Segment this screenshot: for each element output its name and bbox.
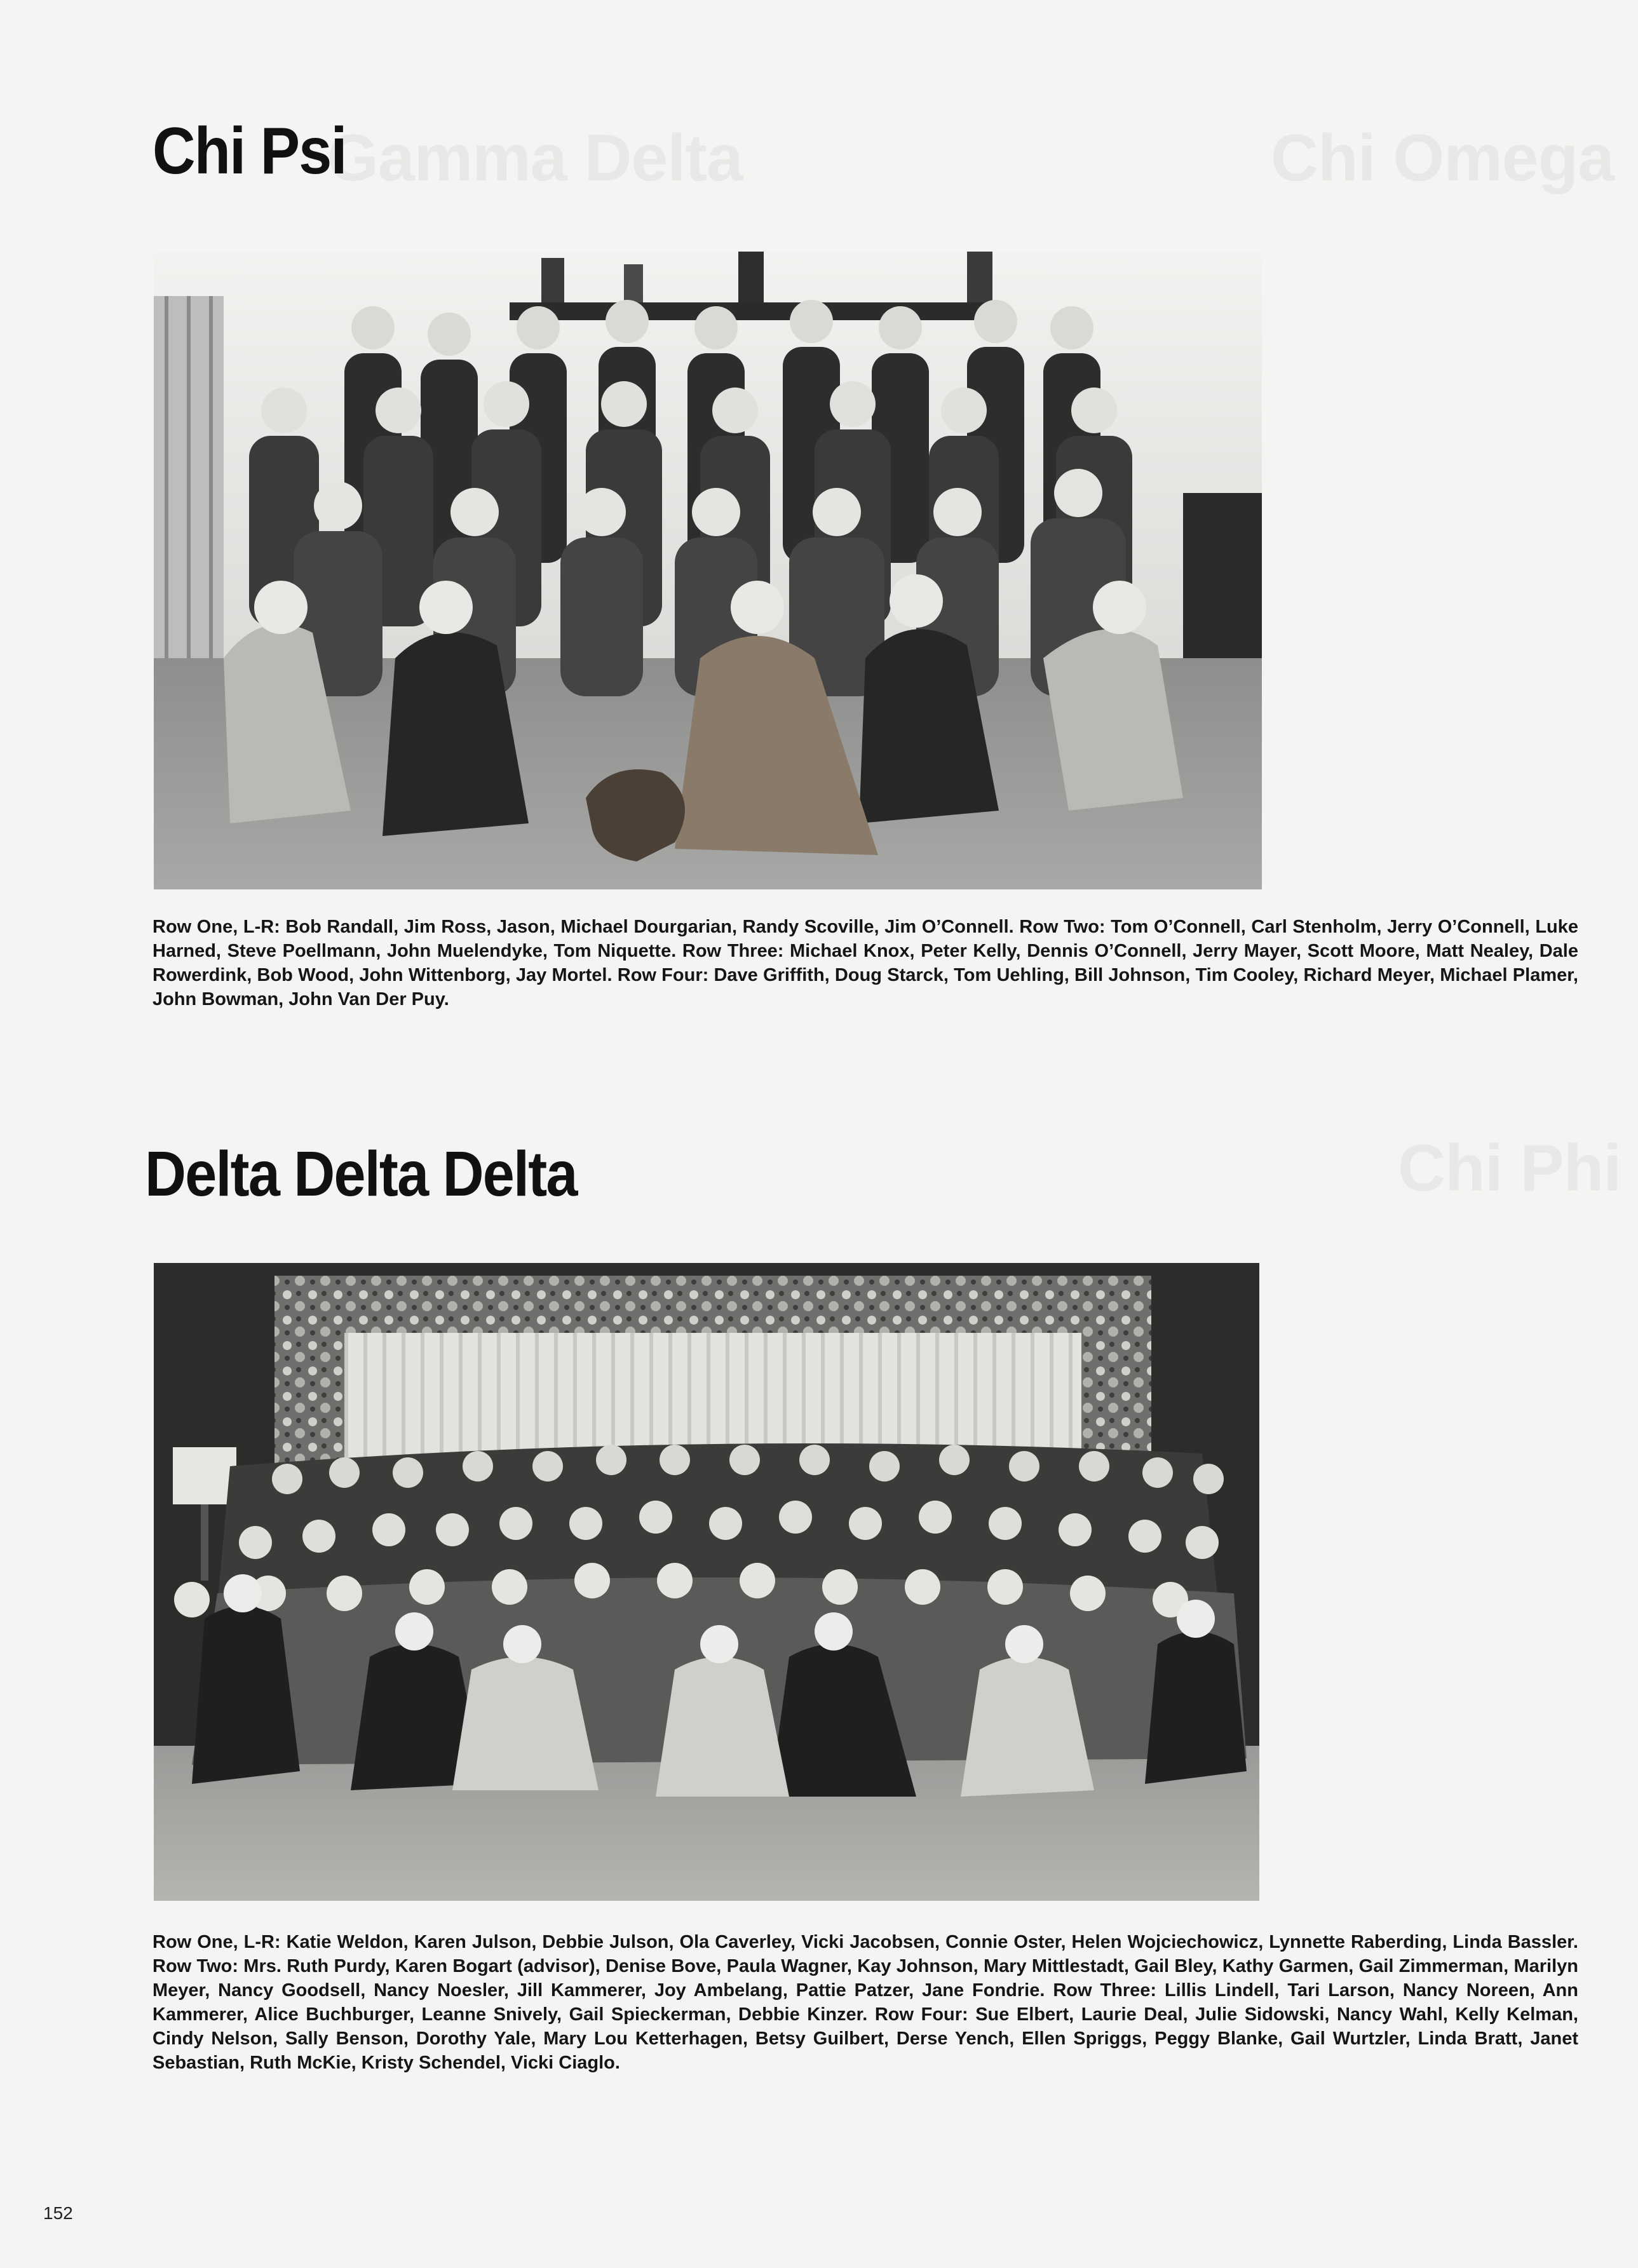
show-through-heading-chi-phi: Chi Phi: [1398, 1131, 1621, 1205]
chi-psi-group-photo: [154, 252, 1262, 889]
section-title-chi-psi: Chi Psi: [152, 114, 346, 188]
section-title-delta-delta-delta: Delta Delta Delta: [145, 1138, 577, 1210]
show-through-heading-chi-omega: Chi Omega: [1271, 121, 1614, 195]
page-number: 152: [43, 2203, 73, 2223]
delta-delta-delta-group-photo: [154, 1263, 1259, 1901]
delta-delta-delta-caption: Row One, L-R: Katie Weldon, Karen Julson, Debbie Julson, Ola Caverley, Vicki Jacobsen, Connie Oster, Helen Wojciechowicz, Lynnette Raberding, Linda Bassler. Row Two: Mrs. Ruth Purdy, Karen Bogart (advisor), Denise Bove, Paula Wagner, Kay Johnson, Mary Mittlestadt, Gail Bley, Kathy Garmen, Gail Zimmerman, Marilyn Meyer, Nancy Goodsell, Nancy Noesler, Jill Kammerer, Joy Ambelang, Pattie Patzer, Jane Fondrie. Row Three: Lillis Lindell, Tari Larson, Nancy Noreen, Ann Kammerer, Alice Buchburger, Leanne Snively, Gail Spieckerman, Debbie Kinzer. Row Four: Sue Elbert, Laurie Deal, Julie Sidowski, Nancy Wahl, Kelly Kelman, Cindy Nelson, Sally Benson, Dorothy Yale, Mary Lou Ketterhagen, Betsy Guilbert, Derse Yench, Ellen Spriggs, Peggy Blanke, Gail Wurtzler, Linda Bratt, Janet Sebastian, Ruth McKie, Kristy Schendel, Vicki Ciaglo.: [152, 1932, 1578, 2073]
chi-psi-caption: Row One, L-R: Bob Randall, Jim Ross, Jason, Michael Dourgarian, Randy Scoville, Jim O’Connell. Row Two: Tom O’Connell, Carl Stenholm, Jerry O’Connell, Luke Harned, Steve Poellmann, John Muelendyke, Tom Niquette. Row Three: Michael Knox, Peter Kelly, Dennis O’Connell, Jerry Mayer, Scott Moore, Matt Nealey, Dale Rowerdink, Bob Wood, John Wittenborg, Jay Mortel. Row Four: Dave Griffith, Doug Starck, Tom Uehling, Bill Johnson, Tim Cooley, Richard Meyer, Michael Plamer, John Bowman, John Van Der Puy.: [152, 917, 1578, 1009]
show-through-heading-gamma-delta: Gamma Delta: [327, 121, 743, 195]
